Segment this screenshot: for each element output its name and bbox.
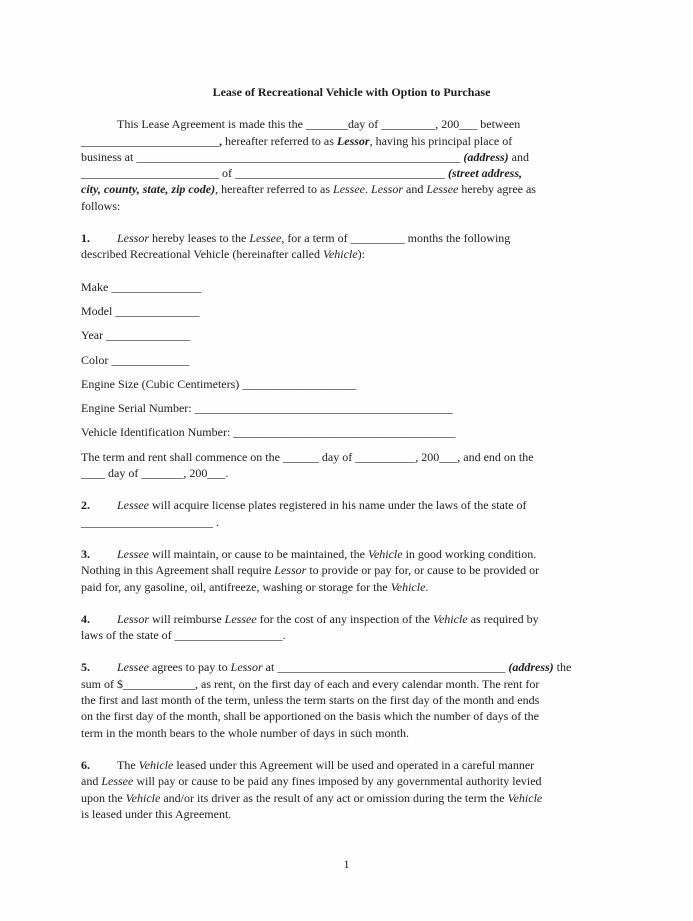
field-engine-size: Engine Size (Cubic Centimeters) ___________________ <box>81 376 357 391</box>
blank-field: ______________________________________________________ <box>136 149 461 164</box>
blank-field: ___________________________________ <box>235 166 445 181</box>
section-6: 6. The Vehicle leased under this Agreement will be used and operated in a careful manner and Lessee will pay or cause to be paid any fines imposed by any governmental authority levied upon the Vehicle and/or its driver as the result of any act or omission during the term the Vehicle is leased under this Agreement. <box>81 757 543 821</box>
document-body <box>81 84 622 838</box>
section-number: 2. <box>81 498 90 513</box>
intro-paragraph: This Lease Agreement is made this the _______day of _________, 200___ between _______________________, hereafter referred to as Lessor, having his principal place of business at ______________________________________________________ (address) and _______________________ of ___________________________________ (street address, city, county, state, zip code), hereafter referred to as Lessee. Lessor and Lessee hereby agree as follows: <box>81 117 536 213</box>
blank-field: ______________________________________ <box>277 660 506 675</box>
section-number: 3. <box>81 546 90 561</box>
section-number: 5. <box>81 660 90 675</box>
page-number: 1 <box>343 857 350 871</box>
section-2: 2. Lessee will acquire license plates registered in his name under the laws of the state of ______________________ . <box>81 498 527 529</box>
section-5: 5. Lessee agrees to pay to Lessor at ______________________________________ (address) the sum of $____________, as rent, on the first day of each and every calendar month. The rent for the first and last month of the term, unless the term starts on the first day of the month and ends on the first day of the month, shall be apportioned on the basis which the number of days of the term in the month bears to the whole number of days in such month. <box>81 660 572 740</box>
section-number: 6. <box>81 757 90 772</box>
field-color: Color _____________ <box>81 352 190 367</box>
field-vin: Vehicle Identification Number: _____________________________________ <box>81 425 456 440</box>
section-3: 3. Lessee will maintain, or cause to be maintained, the Vehicle in good working condition. Nothing in this Agreement shall require Lessor to provide or pay for, or cause to be provided or paid for, any gasoline, oil, antifreeze, washing or storage for the Vehicle. <box>81 546 540 594</box>
field-year: Year ______________ <box>81 328 191 343</box>
document-title: Lease of Recreational Vehicle with Option to Purchase <box>212 85 491 99</box>
vehicle-fields <box>81 279 622 441</box>
term-commencement-paragraph: The term and rent shall commence on the ______ day of __________, 200___, and end on the ____ day of _______, 200___. <box>81 449 534 481</box>
section-number: 1. <box>81 231 90 246</box>
field-make: Make _______________ <box>81 279 202 294</box>
blank-field: _______________________ <box>81 166 219 181</box>
section-number: 4. <box>81 611 90 626</box>
section-4: 4. Lessor will reimburse Lessee for the cost of any inspection of the Vehicle as required by laws of the state of __________________. <box>81 611 539 643</box>
field-model: Model ______________ <box>81 303 200 318</box>
blank-field: _______________________ <box>81 133 219 148</box>
section-1: 1. Lessor hereby leases to the Lessee, for a term of _________ months the following described Recreational Vehicle (hereinafter called Vehicle): <box>81 231 511 262</box>
field-engine-serial: Engine Serial Number: ___________________________________________ <box>81 401 453 416</box>
